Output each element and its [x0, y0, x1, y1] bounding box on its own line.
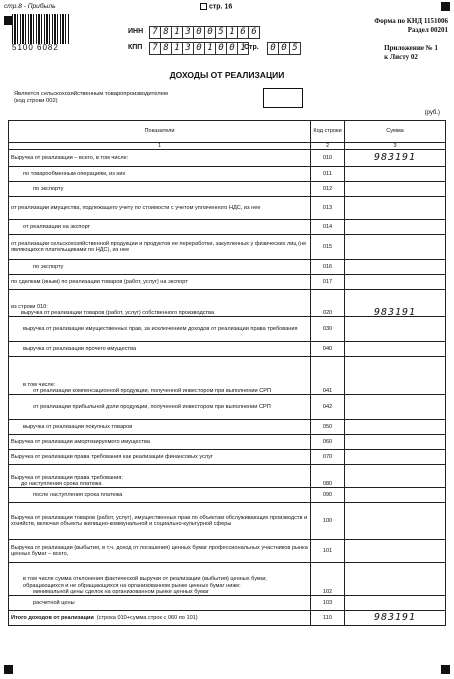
- col-number-2: 2: [311, 143, 345, 150]
- row-sum-field[interactable]: [345, 197, 446, 220]
- inn-label: ИНН: [128, 28, 144, 35]
- table-row: [9, 503, 446, 540]
- kpp-field[interactable]: [150, 42, 249, 55]
- row-sum-field[interactable]: [345, 420, 446, 435]
- form-section: Раздел 00201: [407, 26, 448, 34]
- row-sum-field[interactable]: [345, 275, 446, 290]
- digit-cell: 8: [160, 26, 172, 39]
- row-label: от реализации прибыльной доли продукции, полученной инвестором при выполнении СРП: [9, 395, 311, 420]
- row-label: Выручка от реализации – всего, в том числе:: [9, 150, 311, 167]
- row-code: 080: [311, 465, 345, 488]
- row-sum-field[interactable]: [345, 235, 446, 260]
- page-label: Стр.: [244, 44, 259, 51]
- row-label: от реализации сельскохозяйственной продукции и продуктов ее переработки, закупленных у физических лиц (не являющихся плательщиками по НДС), из нее: [9, 235, 311, 260]
- row-label: Выручка от реализации (выбытия, в т.ч. доход от погашения) ценных бумаг профессиональных участников рынка ценных бумаг – всего,: [9, 540, 311, 563]
- col-header-code: Код строки: [311, 121, 345, 143]
- row-sum-field[interactable]: [345, 465, 446, 488]
- row-code: 030: [311, 317, 345, 342]
- row-sum-field[interactable]: [345, 435, 446, 450]
- row-sum-field[interactable]: [345, 357, 446, 395]
- row-sum-field[interactable]: [345, 342, 446, 357]
- digit-cell: 1: [226, 26, 238, 39]
- row-sum-field[interactable]: [345, 395, 446, 420]
- table-row: [9, 182, 446, 197]
- table-row: [9, 167, 446, 182]
- producer-label-line1: Является сельскохозяйственным товаропроизводителем: [14, 91, 168, 97]
- row-sum-field[interactable]: 983191: [345, 290, 446, 317]
- row-sum-field[interactable]: 983191: [345, 150, 446, 167]
- table-row: [9, 395, 446, 420]
- row-code: 110: [311, 611, 345, 626]
- row-label: Выручка от реализации права требования: до наступления срока платежа: [9, 465, 311, 488]
- row-code: 070: [311, 450, 345, 465]
- row-label: по экспорту: [9, 260, 311, 275]
- row-code: 040: [311, 342, 345, 357]
- row-label: в том числе: от реализации компенсационной продукции, полученной инвестором при выполнении СРП: [9, 357, 311, 395]
- page-marker-box: [200, 3, 207, 10]
- row-label: из строки 010: выручка от реализации товаров (работ, услуг) собственного производства: [9, 290, 311, 317]
- row-sum-field[interactable]: [345, 540, 446, 563]
- form-info: [374, 17, 448, 35]
- digit-cell: 6: [237, 26, 249, 39]
- row-sum-field[interactable]: [345, 596, 446, 611]
- digit-cell: 1: [237, 42, 249, 55]
- table-row: [9, 540, 446, 563]
- row-label: выручка от реализации имущественных прав, за исключением доходов от реализации права требования: [9, 317, 311, 342]
- appendix-sheet: к Листу 02: [384, 53, 418, 61]
- digit-cell: 3: [182, 42, 194, 55]
- row-sum-field[interactable]: 983191: [345, 611, 446, 626]
- digit-cell: 0: [267, 42, 279, 55]
- units-label: (руб.): [424, 110, 440, 116]
- row-sum-field[interactable]: [345, 488, 446, 503]
- row-sum-field[interactable]: [345, 182, 446, 197]
- row-sum-field[interactable]: [345, 503, 446, 540]
- col-number-3: 3: [345, 143, 446, 150]
- appendix-info: [384, 44, 438, 62]
- producer-label: [14, 91, 244, 105]
- row-sum-field[interactable]: [345, 450, 446, 465]
- row-code: 012: [311, 182, 345, 197]
- table-row: [9, 290, 446, 317]
- table-row: [9, 563, 446, 596]
- producer-label-line2: (код строки 002): [14, 98, 58, 104]
- row-code: 015: [311, 235, 345, 260]
- digit-cell: 8: [160, 42, 172, 55]
- row-label: выручка от реализации покупных товаров: [9, 420, 311, 435]
- digit-cell: 7: [149, 42, 161, 55]
- row-code: 042: [311, 395, 345, 420]
- digit-cell: 6: [248, 26, 260, 39]
- row-label: от реализации имущества, подлежащего учету по стоимости с учетом уплаченного НДС, из нее: [9, 197, 311, 220]
- col-header-indicator: Показатели: [9, 121, 311, 143]
- row-code: 102: [311, 563, 345, 596]
- col-header-sum: Сумма: [345, 121, 446, 143]
- page-header-left: стр.8 - Прибыль: [4, 3, 56, 10]
- row-label: выручка от реализации прочего имущества: [9, 342, 311, 357]
- table-row: [9, 357, 446, 395]
- row-label: Выручка от реализации амортизируемого имущества: [9, 435, 311, 450]
- row-sum-field[interactable]: [345, 317, 446, 342]
- page-number-text: стр. 16: [208, 3, 233, 11]
- table-row: [9, 260, 446, 275]
- table-row: [9, 150, 446, 167]
- digit-cell: 0: [226, 42, 238, 55]
- row-label: по экспорту: [9, 182, 311, 197]
- table-row: [9, 596, 446, 611]
- row-code: 100: [311, 503, 345, 540]
- row-sum-field[interactable]: [345, 563, 446, 596]
- row-code: 060: [311, 435, 345, 450]
- corner-marker-bottom-left: [4, 665, 13, 674]
- row-label: Выручка от реализации права требования как реализации финансовых услуг: [9, 450, 311, 465]
- row-code: 017: [311, 275, 345, 290]
- row-code: 013: [311, 197, 345, 220]
- digit-cell: 0: [215, 42, 227, 55]
- table-row: [9, 235, 446, 260]
- table-row: [9, 275, 446, 290]
- row-code: 103: [311, 596, 345, 611]
- page-number: [200, 3, 232, 10]
- table-row: [9, 435, 446, 450]
- producer-input-box[interactable]: [263, 88, 303, 108]
- row-sum-field[interactable]: [345, 167, 446, 182]
- inn-field[interactable]: [150, 26, 260, 39]
- table-row: [9, 488, 446, 503]
- appendix-title: Приложение № 1: [384, 44, 438, 52]
- digit-cell: 0: [278, 42, 290, 55]
- revenue-table: [8, 120, 446, 626]
- corner-marker-top-right: [441, 2, 450, 11]
- digit-cell: 3: [182, 26, 194, 39]
- row-code: 016: [311, 260, 345, 275]
- row-label: в том числе сумма отклонения фактической выручки от реализации (выбытия) ценных бумаг, обращающихся и не обращающихся на организованном рынке ценных бумаг ниже: минимальной цены сделок на организованном рынке ценных бумаг: [9, 563, 311, 596]
- row-label: по товарообменным операциям, из них: [9, 167, 311, 182]
- digit-cell: 0: [193, 42, 205, 55]
- barcode: [12, 14, 70, 44]
- row-code: 101: [311, 540, 345, 563]
- table-row: [9, 197, 446, 220]
- row-code: 041: [311, 357, 345, 395]
- row-code: 014: [311, 220, 345, 235]
- row-label: по сделкам (иным) по реализации товаров (работ, услуг) на экспорт: [9, 275, 311, 290]
- row-label: от реализации на экспорт: [9, 220, 311, 235]
- digit-cell: 5: [215, 26, 227, 39]
- digit-cell: 1: [171, 42, 183, 55]
- row-label: Выручка от реализации товаров (работ, услуг), имущественных прав по объектам обслуживающих производств и хозяйств, включая объекты жилищно-коммунальной и социально-культурной сферы: [9, 503, 311, 540]
- kpp-label: КПП: [128, 44, 143, 51]
- digit-cell: 1: [171, 26, 183, 39]
- barcode-number: 5100 6082: [12, 43, 59, 52]
- row-code: 050: [311, 420, 345, 435]
- row-code: 090: [311, 488, 345, 503]
- digit-cell: 1: [204, 42, 216, 55]
- table-row: [9, 342, 446, 357]
- table-row: [9, 420, 446, 435]
- page-field[interactable]: [268, 42, 301, 55]
- table-row: [9, 611, 446, 626]
- digit-cell: 0: [204, 26, 216, 39]
- digit-cell: 7: [149, 26, 161, 39]
- table-row: [9, 465, 446, 488]
- corner-marker-bottom-right: [441, 665, 450, 674]
- row-label: после наступления срока платежа: [9, 488, 311, 503]
- row-code: 011: [311, 167, 345, 182]
- digit-cell: 5: [289, 42, 301, 55]
- digit-cell: 0: [193, 26, 205, 39]
- row-label: расчетной цены: [9, 596, 311, 611]
- table-row: [9, 450, 446, 465]
- row-code: 020: [311, 290, 345, 317]
- col-number-1: 1: [9, 143, 311, 150]
- row-code: 010: [311, 150, 345, 167]
- page-title: ДОХОДЫ ОТ РЕАЛИЗАЦИИ: [169, 70, 285, 80]
- row-sum-field[interactable]: [345, 260, 446, 275]
- form-code: Форма по КНД 1151006: [374, 17, 448, 25]
- row-sum-field[interactable]: [345, 220, 446, 235]
- table-row: [9, 317, 446, 342]
- table-row: [9, 220, 446, 235]
- row-label: Итого доходов от реализации (строка 010+сумма строк с 060 по 101): [9, 611, 311, 626]
